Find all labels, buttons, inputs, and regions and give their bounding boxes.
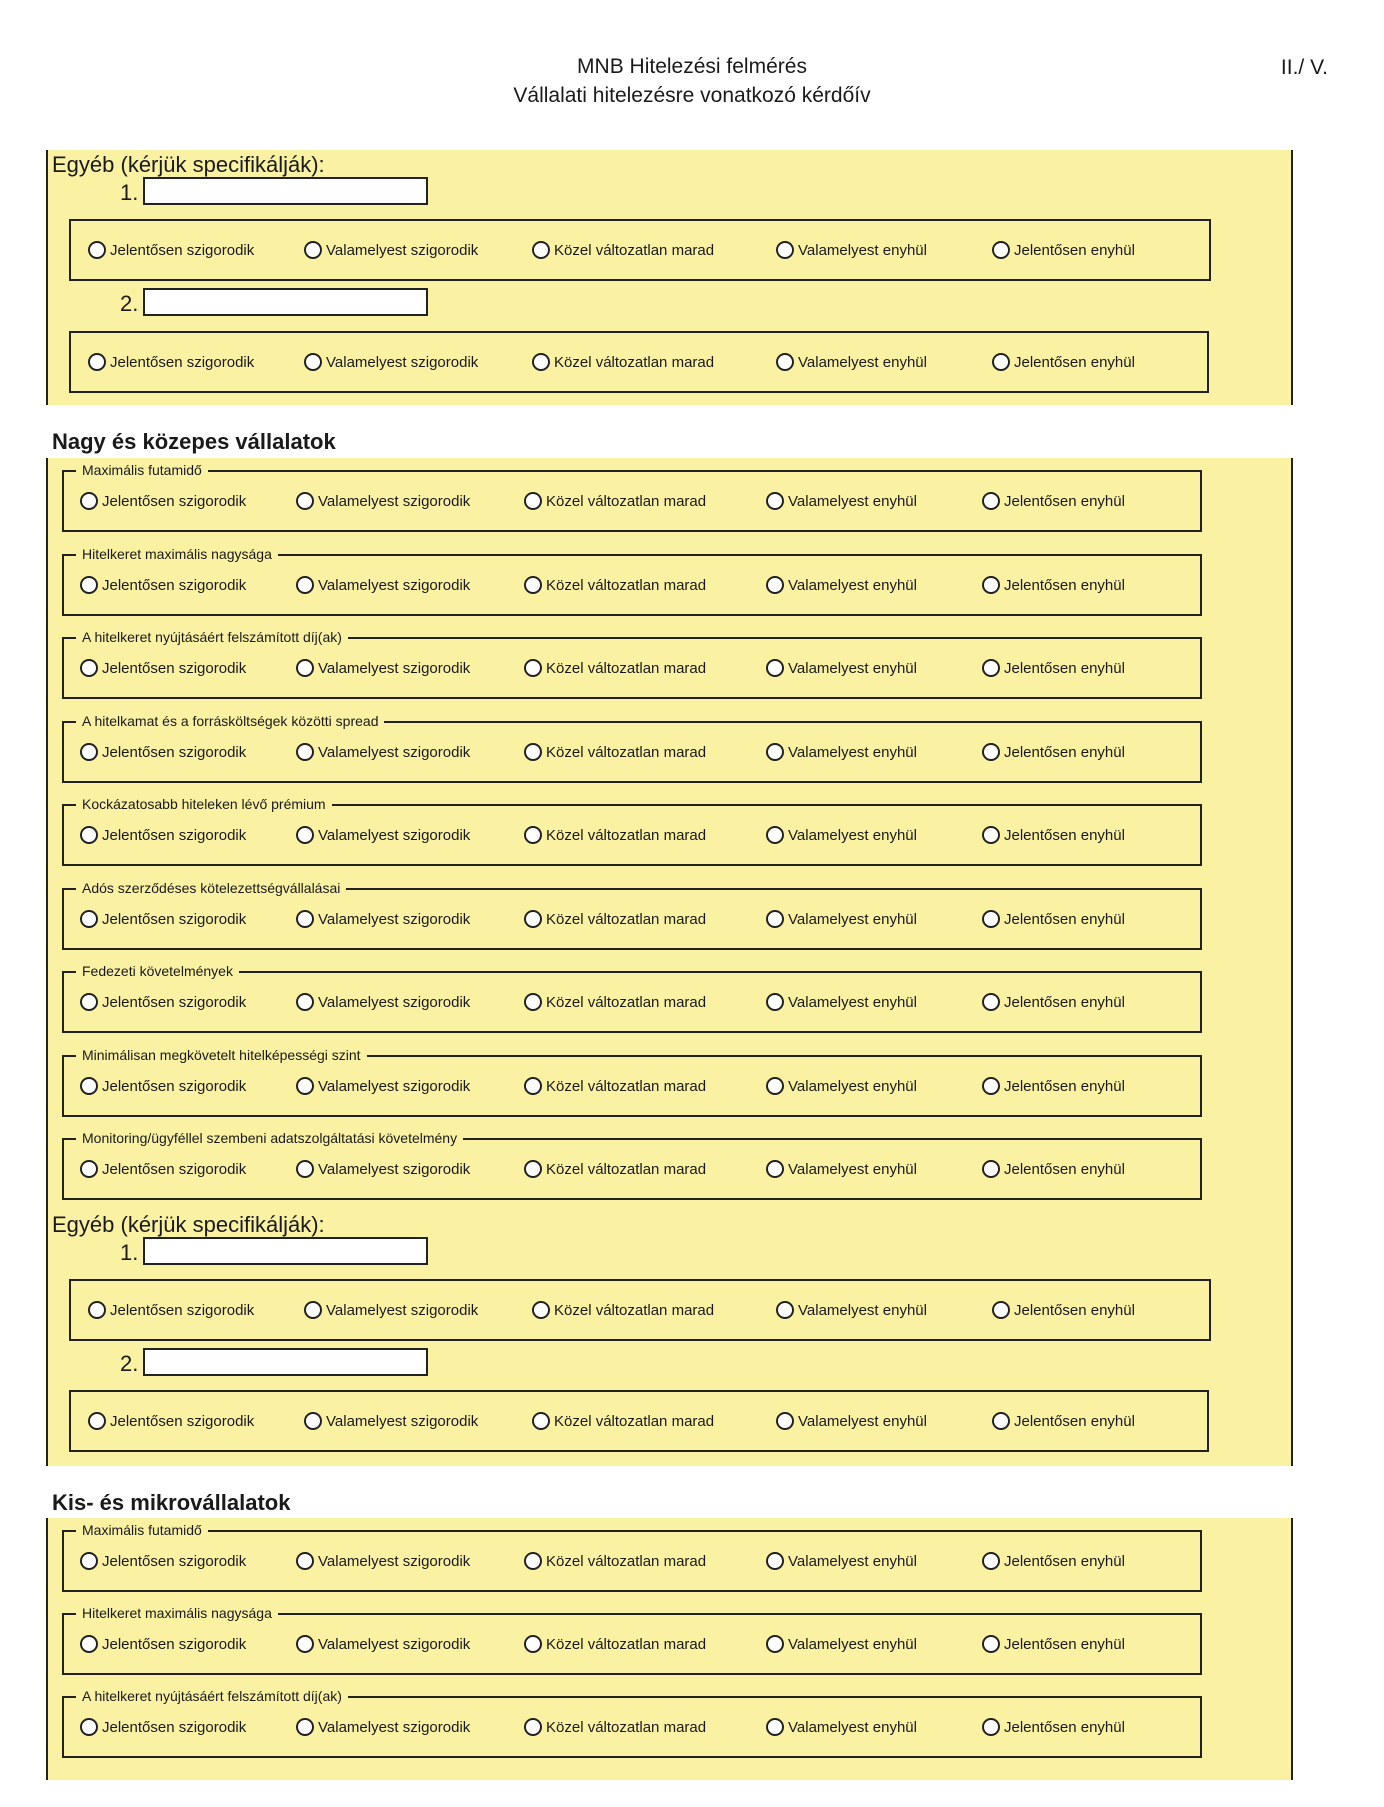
radio-label: Valamelyest szigorodik [318,826,471,844]
radio-button-icon[interactable] [982,492,1000,510]
radio-label: Közel változatlan marad [554,241,715,259]
question-label: Fedezeti követelmények [76,962,239,980]
option-significantly-tighten[interactable] [88,353,254,371]
option-somewhat-tighten[interactable] [296,1635,470,1653]
radio-button-icon[interactable] [766,492,784,510]
radio-button-icon[interactable] [296,1718,314,1736]
radio-label: Közel változatlan marad [546,826,707,844]
radio-label: Közel változatlan marad [546,1552,707,1570]
option-unchanged[interactable] [524,826,706,844]
radio-button-icon[interactable] [80,1635,98,1653]
option-somewhat-ease[interactable] [766,993,917,1011]
radio-label: Jelentősen enyhül [1004,576,1125,594]
option-significantly-tighten[interactable] [80,1635,246,1653]
radio-button-icon[interactable] [304,353,322,371]
option-significantly-ease[interactable] [992,353,1135,371]
question-label: A hitelkeret nyújtásáért felszámított díj(ak) [76,628,348,646]
radio-button-icon[interactable] [982,1552,1000,1570]
radio-button-icon[interactable] [80,826,98,844]
option-significantly-ease[interactable] [982,1552,1125,1570]
radio-button-icon[interactable] [766,993,784,1011]
radio-label: Közel változatlan marad [554,1412,715,1430]
option-unchanged[interactable] [532,1412,714,1430]
radio-button-icon[interactable] [304,1301,322,1319]
radio-button-icon[interactable] [524,492,542,510]
option-somewhat-ease[interactable] [766,659,917,677]
radio-label: Valamelyest enyhül [788,1552,917,1570]
option-significantly-tighten[interactable] [80,993,246,1011]
radio-label: Valamelyest szigorodik [318,910,471,928]
radio-button-icon[interactable] [766,743,784,761]
option-somewhat-tighten[interactable] [296,910,470,928]
radio-label: Valamelyest szigorodik [318,659,471,677]
radio-button-icon[interactable] [296,1552,314,1570]
option-unchanged[interactable] [524,576,706,594]
radio-label: Jelentősen szigorodik [102,910,247,928]
question-label: Monitoring/ügyféllel szembeni adatszolgáltatási követelmény [76,1129,463,1147]
radio-button-icon[interactable] [88,353,106,371]
radio-button-icon[interactable] [524,576,542,594]
option-significantly-ease[interactable] [982,576,1125,594]
question-creditworthiness [62,1047,1202,1117]
option-significantly-tighten[interactable] [80,1552,246,1570]
radio-button-icon[interactable] [296,1077,314,1095]
radio-button-icon[interactable] [296,1160,314,1178]
radio-label: Jelentősen enyhül [1004,659,1125,677]
radio-label: Valamelyest enyhül [788,1718,917,1736]
radio-label: Valamelyest szigorodik [318,492,471,510]
question-covenants [62,880,1202,950]
radio-label: Jelentősen enyhül [1014,241,1135,259]
radio-label: Valamelyest enyhül [788,492,917,510]
radio-label: Jelentősen enyhül [1004,910,1125,928]
option-unchanged[interactable] [524,659,706,677]
other-text-input[interactable] [143,177,428,205]
radio-label: Valamelyest enyhül [788,576,917,594]
radio-label: Valamelyest enyhül [788,743,917,761]
radio-label: Valamelyest szigorodik [318,1635,471,1653]
radio-button-icon[interactable] [524,826,542,844]
radio-label: Jelentősen enyhül [1004,1718,1125,1736]
question-label: Maximális futamidő [76,461,208,479]
radio-button-icon[interactable] [80,576,98,594]
radio-label: Jelentősen szigorodik [102,659,247,677]
page-number: II./ V. [1280,56,1328,79]
radio-label: Valamelyest szigorodik [318,743,471,761]
option-somewhat-tighten[interactable] [296,492,470,510]
other-number-1: 1. [120,180,139,205]
option-somewhat-tighten[interactable] [304,353,478,371]
radio-button-icon[interactable] [80,659,98,677]
radio-button-icon[interactable] [88,1301,106,1319]
radio-button-icon[interactable] [304,241,322,259]
option-significantly-ease[interactable] [992,1412,1135,1430]
radio-button-icon[interactable] [80,492,98,510]
radio-button-icon[interactable] [532,241,550,259]
question-credit-line-fees [62,1688,1202,1758]
radio-button-icon[interactable] [532,1301,550,1319]
option-unchanged[interactable] [524,1718,706,1736]
radio-label: Valamelyest szigorodik [326,1412,479,1430]
option-somewhat-ease[interactable] [766,826,917,844]
radio-button-icon[interactable] [982,1160,1000,1178]
radio-button-icon[interactable] [296,910,314,928]
radio-label: Jelentősen szigorodik [102,576,247,594]
question-label: Kockázatosabb hiteleken lévő prémium [76,795,332,813]
option-somewhat-ease[interactable] [776,241,927,259]
radio-label: Valamelyest szigorodik [326,353,479,371]
radio-label: Jelentősen enyhül [1004,993,1125,1011]
radio-button-icon[interactable] [982,743,1000,761]
radio-button-icon[interactable] [992,353,1010,371]
radio-button-icon[interactable] [296,993,314,1011]
question-label: Hitelkeret maximális nagysága [76,545,278,563]
option-significantly-tighten[interactable] [80,659,246,677]
radio-label: Valamelyest enyhül [798,1412,927,1430]
radio-button-icon[interactable] [296,743,314,761]
radio-button-icon[interactable] [766,1160,784,1178]
radio-label: Jelentősen szigorodik [110,241,255,259]
section-title-large: Nagy és közepes vállalatok [52,429,336,454]
option-somewhat-ease[interactable] [766,576,917,594]
radio-button-icon[interactable] [992,241,1010,259]
radio-label: Valamelyest enyhül [788,910,917,928]
radio-label: Valamelyest szigorodik [318,1077,471,1095]
radio-label: Jelentősen szigorodik [102,826,247,844]
radio-button-icon[interactable] [524,659,542,677]
question-monitoring [62,1130,1202,1200]
radio-group-other-2 [69,1390,1209,1452]
radio-button-icon[interactable] [992,1301,1010,1319]
option-unchanged[interactable] [532,1301,714,1319]
radio-button-icon[interactable] [80,1552,98,1570]
radio-button-icon[interactable] [766,1718,784,1736]
radio-label: Valamelyest enyhül [788,993,917,1011]
option-somewhat-ease[interactable] [766,1718,917,1736]
radio-label: Jelentősen enyhül [1014,353,1135,371]
option-significantly-tighten[interactable] [80,576,246,594]
question-risk-premium [62,796,1202,866]
other-label-bottom: Egyéb (kérjük specifikálják): [52,1212,325,1237]
radio-button-icon[interactable] [776,353,794,371]
radio-button-icon[interactable] [766,1635,784,1653]
radio-label: Jelentősen enyhül [1004,1077,1125,1095]
option-somewhat-ease[interactable] [776,1412,927,1430]
radio-button-icon[interactable] [524,993,542,1011]
option-unchanged[interactable] [524,1635,706,1653]
radio-label: Közel változatlan marad [546,492,707,510]
option-somewhat-tighten[interactable] [296,1718,470,1736]
other-number-2: 2. [120,1351,139,1376]
other-number-1: 1. [120,1240,139,1265]
radio-button-icon[interactable] [766,1552,784,1570]
other-number-2: 2. [120,291,139,316]
radio-button-icon[interactable] [766,1077,784,1095]
radio-label: Jelentősen enyhül [1004,492,1125,510]
option-significantly-ease[interactable] [982,826,1125,844]
radio-button-icon[interactable] [766,826,784,844]
radio-label: Jelentősen enyhül [1004,743,1125,761]
radio-label: Közel változatlan marad [546,1077,707,1095]
option-unchanged[interactable] [532,241,714,259]
radio-group-other-1 [69,1279,1211,1341]
option-significantly-tighten[interactable] [88,1301,254,1319]
option-somewhat-tighten[interactable] [296,576,470,594]
radio-button-icon[interactable] [80,743,98,761]
radio-label: Valamelyest enyhül [788,1635,917,1653]
radio-button-icon[interactable] [296,1635,314,1653]
radio-label: Jelentősen szigorodik [110,1412,255,1430]
other-text-input[interactable] [143,1348,428,1376]
option-significantly-ease[interactable] [982,492,1125,510]
radio-button-icon[interactable] [776,241,794,259]
radio-button-icon[interactable] [296,492,314,510]
radio-label: Közel változatlan marad [546,1718,707,1736]
option-significantly-ease[interactable] [982,1718,1125,1736]
option-somewhat-tighten[interactable] [296,1160,470,1178]
radio-label: Valamelyest szigorodik [318,576,471,594]
option-significantly-tighten[interactable] [80,910,246,928]
radio-button-icon[interactable] [776,1301,794,1319]
question-maximum-maturity [62,462,1202,532]
option-significantly-ease[interactable] [982,1077,1125,1095]
option-somewhat-tighten[interactable] [296,1552,470,1570]
radio-button-icon[interactable] [296,576,314,594]
question-label: Minimálisan megkövetelt hitelképességi szint [76,1046,367,1064]
radio-button-icon[interactable] [766,910,784,928]
question-label: A hitelkeret nyújtásáért felszámított díj(ak) [76,1687,348,1705]
radio-label: Jelentősen szigorodik [102,1077,247,1095]
radio-label: Jelentősen enyhül [1004,1635,1125,1653]
radio-button-icon[interactable] [80,1718,98,1736]
radio-label: Jelentősen enyhül [1014,1412,1135,1430]
radio-button-icon[interactable] [296,826,314,844]
question-label: Hitelkeret maximális nagysága [76,1604,278,1622]
option-significantly-tighten[interactable] [80,1077,246,1095]
radio-button-icon[interactable] [304,1412,322,1430]
survey-subtitle: Vállalati hitelezésre vonatkozó kérdőív [513,84,871,107]
question-spread [62,713,1202,783]
option-significantly-ease[interactable] [982,1160,1125,1178]
radio-label: Valamelyest szigorodik [318,1160,471,1178]
option-unchanged[interactable] [524,1160,706,1178]
document-header [0,52,1384,110]
radio-label: Jelentősen enyhül [1014,1301,1135,1319]
option-significantly-tighten[interactable] [80,1160,246,1178]
radio-button-icon[interactable] [80,1160,98,1178]
radio-label: Valamelyest szigorodik [326,1301,479,1319]
question-label: Maximális futamidő [76,1521,208,1539]
radio-button-icon[interactable] [766,659,784,677]
question-credit-line-fees [62,629,1202,699]
option-somewhat-tighten[interactable] [296,993,470,1011]
radio-label: Valamelyest enyhül [788,826,917,844]
radio-label: Közel változatlan marad [554,1301,715,1319]
radio-label: Jelentősen szigorodik [102,1635,247,1653]
radio-label: Jelentősen enyhül [1004,1160,1125,1178]
radio-label: Valamelyest enyhül [798,241,927,259]
radio-button-icon[interactable] [532,1412,550,1430]
question-label: Adós szerződéses kötelezettségvállalásai [76,879,346,897]
radio-label: Jelentősen szigorodik [102,1718,247,1736]
question-collateral [62,963,1202,1033]
option-significantly-ease[interactable] [982,743,1125,761]
option-somewhat-ease[interactable] [766,1552,917,1570]
other-text-input[interactable] [143,1237,428,1265]
radio-button-icon[interactable] [524,743,542,761]
radio-label: Jelentősen szigorodik [102,743,247,761]
question-credit-line-size [62,1605,1202,1675]
option-significantly-ease[interactable] [992,241,1135,259]
radio-button-icon[interactable] [982,1635,1000,1653]
radio-label: Valamelyest szigorodik [326,241,479,259]
radio-group-other-2 [69,331,1209,393]
radio-label: Közel változatlan marad [546,1635,707,1653]
radio-button-icon[interactable] [766,576,784,594]
radio-label: Valamelyest enyhül [788,1160,917,1178]
option-somewhat-ease[interactable] [766,1160,917,1178]
option-significantly-tighten[interactable] [80,826,246,844]
option-unchanged[interactable] [524,743,706,761]
radio-label: Közel változatlan marad [546,576,707,594]
radio-button-icon[interactable] [532,353,550,371]
option-somewhat-tighten[interactable] [296,1077,470,1095]
option-significantly-ease[interactable] [982,910,1125,928]
option-unchanged[interactable] [524,1552,706,1570]
option-unchanged[interactable] [532,353,714,371]
radio-button-icon[interactable] [88,1412,106,1430]
option-unchanged[interactable] [524,993,706,1011]
option-somewhat-ease[interactable] [776,353,927,371]
radio-button-icon[interactable] [982,993,1000,1011]
option-somewhat-tighten[interactable] [296,826,470,844]
option-somewhat-tighten[interactable] [304,1412,478,1430]
radio-label: Közel változatlan marad [546,910,707,928]
option-unchanged[interactable] [524,492,706,510]
radio-button-icon[interactable] [88,241,106,259]
radio-button-icon[interactable] [524,1160,542,1178]
radio-button-icon[interactable] [524,1552,542,1570]
radio-button-icon[interactable] [982,910,1000,928]
radio-label: Közel változatlan marad [546,993,707,1011]
option-somewhat-ease[interactable] [766,910,917,928]
radio-label: Közel változatlan marad [554,353,715,371]
option-unchanged[interactable] [524,1077,706,1095]
radio-label: Valamelyest enyhül [798,1301,927,1319]
option-significantly-tighten[interactable] [88,241,254,259]
radio-label: Valamelyest szigorodik [318,1718,471,1736]
option-significantly-ease[interactable] [982,659,1125,677]
radio-label: Jelentősen szigorodik [102,1160,247,1178]
radio-button-icon[interactable] [524,1077,542,1095]
radio-button-icon[interactable] [524,910,542,928]
radio-button-icon[interactable] [982,659,1000,677]
survey-title: MNB Hitelezési felmérés [577,55,807,78]
radio-button-icon[interactable] [296,659,314,677]
option-somewhat-tighten[interactable] [304,241,478,259]
radio-button-icon[interactable] [524,1718,542,1736]
option-somewhat-ease[interactable] [766,1635,917,1653]
radio-label: Közel változatlan marad [546,1160,707,1178]
question-label: A hitelkamat és a forrásköltségek közötti spread [76,712,384,730]
other-text-input[interactable] [143,288,428,316]
radio-label: Jelentősen szigorodik [102,993,247,1011]
option-significantly-tighten[interactable] [80,743,246,761]
radio-button-icon[interactable] [80,993,98,1011]
radio-label: Jelentősen enyhül [1004,1552,1125,1570]
option-significantly-tighten[interactable] [88,1412,254,1430]
question-credit-line-size [62,546,1202,616]
radio-label: Valamelyest enyhül [788,1077,917,1095]
radio-label: Valamelyest enyhül [788,659,917,677]
radio-button-icon[interactable] [982,1077,1000,1095]
other-label-top: Egyéb (kérjük specifikálják): [52,152,325,177]
option-significantly-tighten[interactable] [80,1718,246,1736]
radio-label: Jelentősen enyhül [1004,826,1125,844]
option-somewhat-ease[interactable] [766,743,917,761]
radio-label: Jelentősen szigorodik [110,353,255,371]
radio-button-icon[interactable] [982,1718,1000,1736]
option-significantly-ease[interactable] [992,1301,1135,1319]
radio-label: Jelentősen szigorodik [102,492,247,510]
radio-button-icon[interactable] [80,910,98,928]
option-significantly-tighten[interactable] [80,492,246,510]
option-significantly-ease[interactable] [982,993,1125,1011]
radio-label: Valamelyest enyhül [798,353,927,371]
radio-button-icon[interactable] [776,1412,794,1430]
radio-label: Jelentősen szigorodik [110,1301,255,1319]
radio-label: Jelentősen szigorodik [102,1552,247,1570]
radio-label: Közel változatlan marad [546,743,707,761]
option-somewhat-tighten[interactable] [304,1301,478,1319]
radio-label: Közel változatlan marad [546,659,707,677]
option-somewhat-ease[interactable] [776,1301,927,1319]
radio-group-other-1 [69,219,1211,281]
radio-button-icon[interactable] [982,826,1000,844]
radio-button-icon[interactable] [982,576,1000,594]
option-unchanged[interactable] [524,910,706,928]
section-title-small: Kis- és mikrovállalatok [52,1490,291,1515]
option-somewhat-ease[interactable] [766,492,917,510]
option-somewhat-tighten[interactable] [296,659,470,677]
question-maximum-maturity [62,1522,1202,1592]
option-significantly-ease[interactable] [982,1635,1125,1653]
radio-button-icon[interactable] [992,1412,1010,1430]
option-somewhat-ease[interactable] [766,1077,917,1095]
radio-button-icon[interactable] [80,1077,98,1095]
radio-label: Valamelyest szigorodik [318,993,471,1011]
option-somewhat-tighten[interactable] [296,743,470,761]
radio-button-icon[interactable] [524,1635,542,1653]
radio-label: Valamelyest szigorodik [318,1552,471,1570]
